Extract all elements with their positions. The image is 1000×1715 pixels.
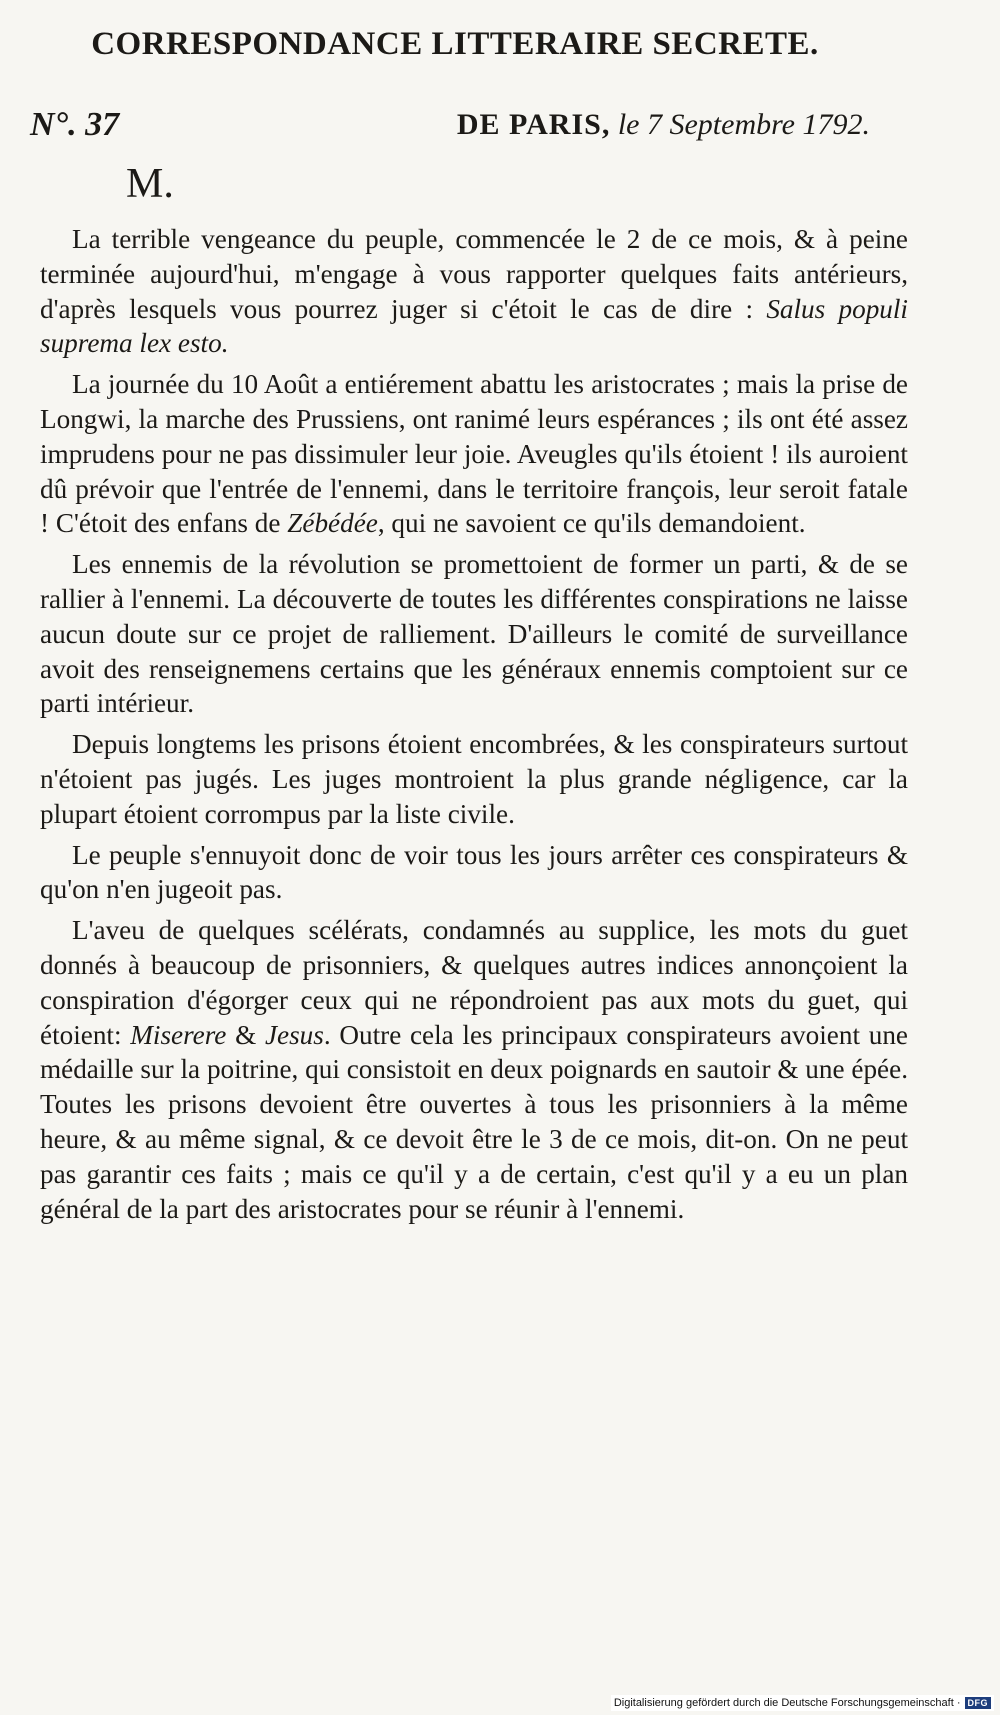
text-run: Les ennemis de la révolution se promettoient de former un parti, & de se rallier à l'ennemi. La découverte de toutes les différentes conspirations ne laisse aucun doute sur ce projet de ralliement. D'ailleurs le comité de surveillance avoit des renseignemens certains que les généraux ennemis comptoient sur ce parti intérieur. [40,549,908,719]
issue-line [30,106,870,150]
text-run: Le peuple s'ennuyoit donc de voir tous les jours arrêter ces conspirateurs & qu'on n'en jugeoit pas. [40,839,908,905]
paragraph-6 [40,913,908,1226]
paragraph-3 [40,547,908,721]
text-run: , qui ne savoient ce qu'ils demandoient. [377,508,806,539]
letter-body [40,222,908,1232]
dfg-logo: DFG [965,1697,992,1709]
text-run: L'aveu de quelques scélérats, condamnés au supplice, les mots du guet donnés à beaucoup de prisonniers, & quelques autres indices annonçoient la conspiration d'égorger ceux qui ne répondroient pas aux mots du guet, qui étoient: [40,915,908,1050]
text-run: . Outre cela les principaux conspirateurs avoient une médaille sur la poitrine, qui consistoit en deux poignards en sautoir & une épée. Toutes les prisons devoient être ouvertes à tous les prisonniers à la même heure, & au même signal, & ce devoit être le 3 de ce mois, dit-on. On ne peut pas garantir ces faits ; mais ce qu'il y a de certain, c'est qu'il y a eu un plan général de la part des aristocrates pour se réunir à l'ennemi. [40,1019,908,1224]
dateline [457,108,870,142]
dateline-place: DE PARIS, [456,108,611,141]
italic-text: Miserere [130,1019,227,1050]
dateline-date: le 7 Septembre 1792. [617,108,870,141]
italic-text: Jesus [264,1019,324,1050]
paragraph-2 [40,367,908,541]
italic-text: Zébédée [287,508,378,539]
digitization-credit [611,1695,994,1711]
masthead-title: CORRESPONDANCE LITTERAIRE SECRETE. [91,26,819,62]
paragraph-5 [40,838,908,908]
credit-text: Digitalisierung gefördert durch die Deutsche Forschungsgemeinschaft · [613,1697,961,1709]
text-run: La terrible vengeance du peuple, commencée le 2 de ce mois, & à peine terminée aujourd'hui, m'engage à vous rapporter quelques faits antérieurs, d'après lesquels vous pourrez juger si c'étoit le cas de dire : [40,224,908,324]
paragraph-1 [40,222,908,361]
text-run: La journée du 10 Août a entiérement abattu les aristocrates ; mais la prise de Longwi, la marche des Prussiens, ont ranimé leurs espérances ; ils ont été assez imprudens pour ne pas dissimuler leur joie. Aveugles qu'ils étoient ! ils auroient dû prévoir que l'entrée de l'ennemi, dans le territoire françois, leur seroit fatale ! C'étoit des enfans de [40,369,908,539]
text-run: & [226,1019,265,1050]
paragraph-4 [40,727,908,831]
issue-number: N°. 37 [30,106,120,143]
salutation: M. [126,161,174,207]
italic-text: Salus populi suprema lex esto. [40,293,908,359]
text-run: Depuis longtems les prisons étoient encombrées, & les conspirateurs surtout n'étoient pas jugés. Les juges montroient la plus grande négligence, car la plupart étoient corrompus par la liste civile. [40,729,908,829]
